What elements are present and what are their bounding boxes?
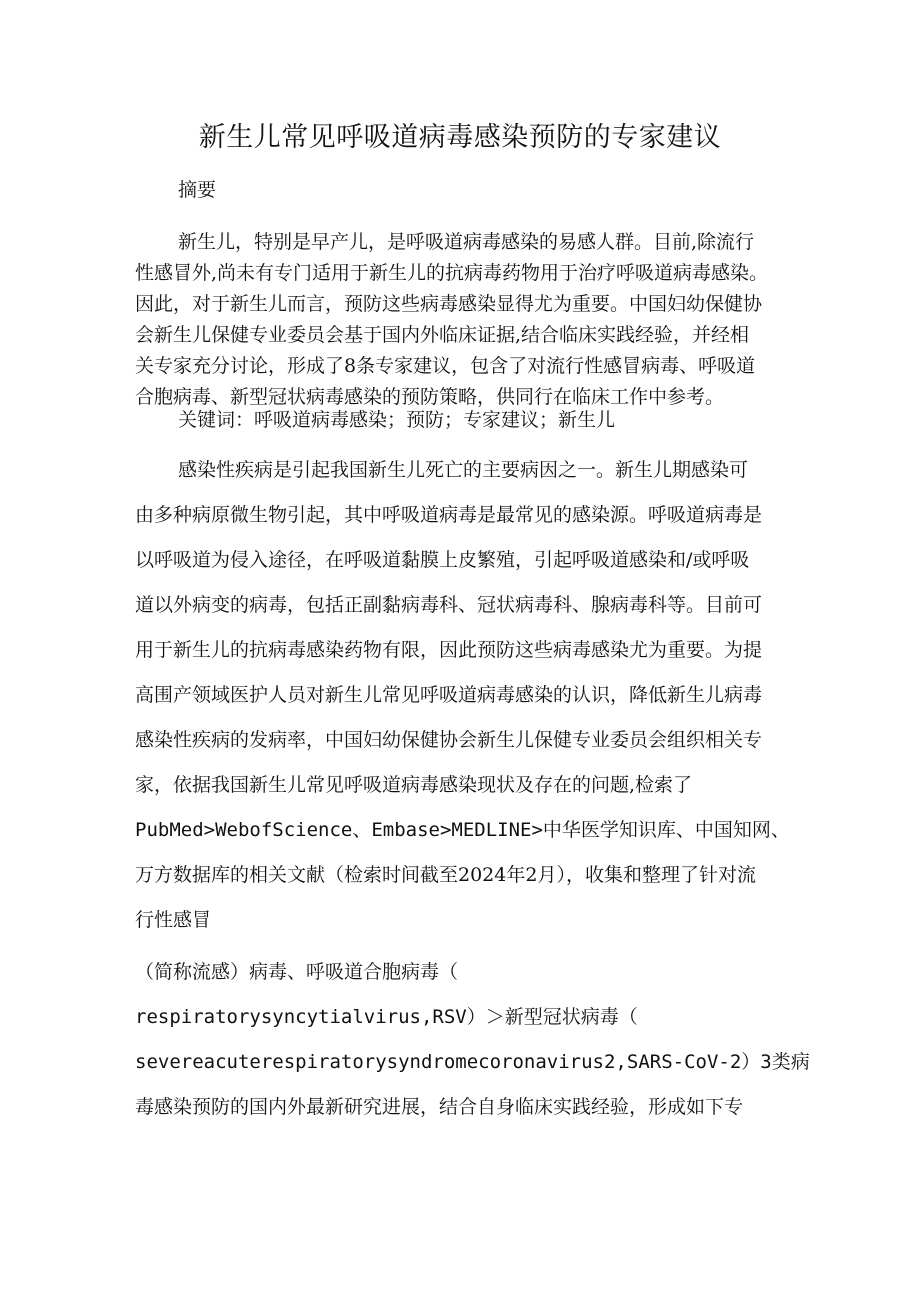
body-line: 行性感冒 — [135, 909, 212, 931]
body-line: 以呼吸道为侵入途径，在呼吸道黏膜上皮繁殖，引起呼吸道感染和/或呼吸 — [135, 549, 750, 571]
abstract-line: 关专家充分讨论，形成了8条专家建议，包含了对流行性感冒病毒、呼吸道 — [135, 355, 756, 377]
abstract-heading: 摘要 — [178, 179, 217, 201]
abstract-line: 会新生儿保健专业委员会基于国内外临床证据,结合临床实践经验，并经相 — [135, 324, 750, 346]
keywords-line: 关键词：呼吸道病毒感染；预防；专家建议；新生儿 — [178, 409, 616, 431]
body-line: 高围产领域医护人员对新生儿常见呼吸道病毒感染的认识，降低新生儿病毒 — [135, 684, 763, 706]
body-line: 由多种病原微生物引起，其中呼吸道病毒是最常见的感染源。呼吸道病毒是 — [135, 504, 763, 526]
body-line: respiratorysyncytialvirus,RSV）＞新型冠状病毒（ — [135, 1006, 638, 1028]
body-line: severeacuterespiratorysyndromecoronavirus2,SARS-CoV-2）3类病 — [135, 1051, 810, 1073]
body-line: 用于新生儿的抗病毒感染药物有限，因此预防这些病毒感染尤为重要。为提 — [135, 639, 763, 661]
abstract-line: 新生儿，特别是早产儿，是呼吸道病毒感染的易感人群。目前,除流行 — [178, 231, 755, 253]
body-line: 道以外病变的病毒，包括正副黏病毒科、冠状病毒科、腺病毒科等。目前可 — [135, 594, 763, 616]
abstract-line: 因此，对于新生儿而言，预防这些病毒感染显得尤为重要。中国妇幼保健协 — [135, 293, 763, 315]
body-line: 家，依据我国新生儿常见呼吸道病毒感染现状及存在的问题,检索了 — [135, 774, 693, 796]
body-line: 感染性疾病的发病率，中国妇幼保健协会新生儿保健专业委员会组织相关专 — [135, 729, 763, 751]
document-title: 新生儿常见呼吸道病毒感染预防的专家建议 — [198, 122, 722, 153]
body-line: 感染性疾病是引起我国新生儿死亡的主要病因之一。新生儿期感染可 — [178, 459, 749, 481]
body-line: （简称流感）病毒、呼吸道合胞病毒（ — [135, 961, 459, 983]
abstract-line: 合胞病毒、新型冠状病毒感染的预防策略，供同行在临床工作中参考。 — [135, 386, 725, 408]
body-line: PubMed>WebofScience、Embase>MEDLINE>中华医学知识库、中国知网、 — [135, 819, 790, 841]
abstract-line: 性感冒外,尚未有专门适用于新生儿的抗病毒药物用于治疗呼吸道病毒感染。 — [135, 262, 769, 284]
body-line: 万方数据库的相关文献（检索时间截至2024年2月），收集和整理了针对流 — [135, 864, 756, 886]
body-line: 毒感染预防的国内外最新研究进展，结合自身临床实践经验，形成如下专 — [135, 1096, 744, 1118]
